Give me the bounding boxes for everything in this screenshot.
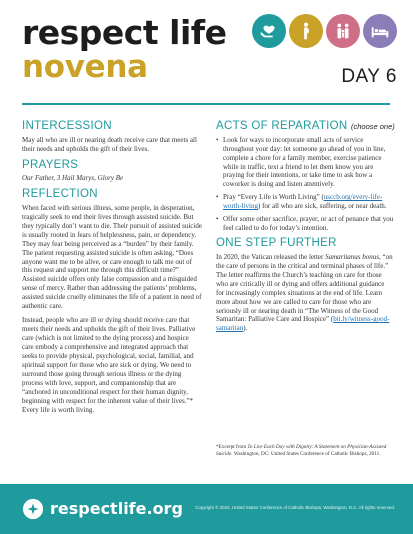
footer-copyright: Copyright © 2023, United States Conference of Catholic Bishops, Washington, D.C. All rights reserved. — [195, 505, 395, 510]
reparation-item-1: • Look for ways to incorporate small acts of service throughout your day: let someone go ahead of you in line, complete a chore for a family member, exercise patience while in traffic, text a friend to let them know you are praying for their intentions, or take time to ask how a coworker is doing and listen attentively. — [216, 136, 394, 190]
footnote-title: To Live Each Day with Dignity: A Statement on Physician-Assisted Suicide — [216, 444, 387, 457]
footnote-pre: *Excerpt from — [216, 444, 248, 450]
reparation-note: (choose one) — [350, 122, 395, 131]
pregnant-woman-icon — [289, 14, 323, 48]
prayers-text: Our Father, 3 Hail Marys, Glory Be — [22, 174, 124, 183]
reparation-list — [216, 136, 394, 234]
prayers-heading: PRAYERS — [22, 158, 79, 171]
footer-url[interactable]: respectlife.org — [50, 499, 183, 518]
reparation-title: ACTS OF REPARATION — [216, 120, 348, 132]
reparation-heading — [216, 120, 394, 133]
right-column — [216, 120, 394, 338]
hospital-bed-icon — [363, 14, 397, 48]
intercession-section — [22, 120, 202, 154]
left-column — [22, 120, 202, 420]
further-text-a: In 2020, the Vatican released the letter — [216, 252, 326, 261]
reflection-paragraph-2: Instead, people who are ill or dying should receive care that meets their needs and upholds the gift of their lives. Palliative care (which is not limited to the dying process) and hospice care embody a comprehensive and integrated approach that seeks to provide physical, psychological, social, familial, and spiritual support for those who are sick or dying. We need to surround those going through serious illness or the dying process with love, support, and companionship that are “anchored in unconditional respect for their human dignity, beginning with respect for the inherent value of their lives.”* Every life is worth living. — [22, 316, 196, 414]
further-section — [216, 237, 394, 333]
reparation-section — [216, 120, 394, 233]
title-line-1: respect life — [22, 13, 227, 52]
every-life-link[interactable]: usccb.org/every-life-worth-living — [223, 193, 383, 211]
intercession-heading: INTERCESSION — [22, 120, 112, 132]
reparation-item-2-text-b: ) for all who are sick, suffering, or near death. — [258, 202, 387, 211]
reparation-item-2 — [216, 193, 394, 211]
further-heading: ONE STEP FURTHER — [216, 237, 337, 250]
theme-icons — [252, 14, 397, 48]
reflection-section — [22, 188, 202, 415]
footnote — [216, 444, 394, 458]
samaritanus-bonus-title: Samaritanus bonus — [325, 252, 379, 261]
reparation-item-2-text-a: Pray “Every Life is Worth Living” ( — [223, 193, 324, 202]
witness-good-samaritan-link[interactable]: bit.ly/witness-good-samaritan — [216, 315, 390, 333]
reflection-heading: REFLECTION — [22, 188, 98, 201]
title-line-2: novena — [22, 49, 148, 85]
further-text-b: , “on the care of persons in the critical and terminal phases of life.” The letter reaffirms the Church’s teaching on care for those who are critically ill or dying and offers additional guidance for increasingly complex situations at the end of life. Learn more about how we are called to care for those who are seriously ill or nearing death in “The Witness of the Good Samaritan: Palliative Care and Hospice” ( — [216, 252, 393, 324]
footnote-post: . Washington, DC: United States Conference of Catholic Bishops, 2011. — [231, 450, 381, 457]
reflection-paragraph-1: When faced with serious illness, some people, in desperation, tragically seek to end their lives through assisted suicide. But they typically don’t want to die. Their pursuit of assisted suicide is usually rooted in fears of helplessness, pain, or dependency. They may fear being perceived as a “burden” by their family. The patient requesting assisted suicide is often asking, “Does anyone want me to be alive, or care enough to talk me out of this request and support me through this difficult time?” Assisted suicide offers only false compassion and a misguided sense of mercy. Rather than addressing the patients’ problems, assisted suicide cruelly eliminates the life of a patient in need of authentic care. — [22, 203, 202, 311]
respect-life-logo-icon — [22, 498, 44, 520]
day-label: DAY 6 — [341, 66, 397, 87]
further-text-c: ). — [243, 324, 248, 333]
header — [0, 0, 413, 100]
heart-hands-icon — [252, 14, 286, 48]
prayers-section — [22, 159, 202, 184]
header-divider — [22, 103, 390, 105]
footer — [0, 484, 413, 534]
family-icon — [326, 14, 360, 48]
reparation-item-3: • Offer some other sacrifice, prayer, or act of penance that you feel called to do for today’s intention. — [216, 215, 394, 233]
further-text — [216, 253, 394, 334]
intercession-text: May all who are ill or nearing death receive care that meets all their needs and upholds the gift of their lives. — [22, 135, 197, 153]
